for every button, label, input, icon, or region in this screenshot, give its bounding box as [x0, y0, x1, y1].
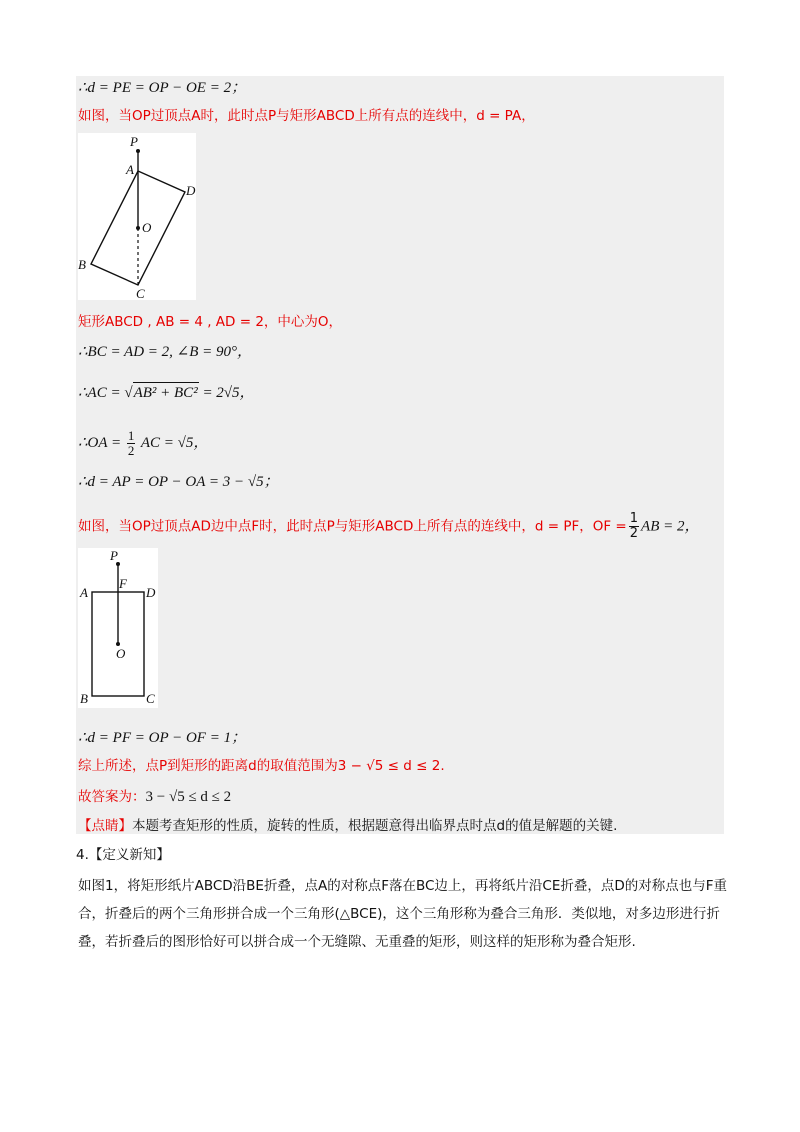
label-a: A	[80, 585, 88, 600]
label-o: O	[116, 646, 126, 661]
case-op-through-f	[78, 512, 699, 541]
label-a: A	[126, 162, 134, 177]
point-o	[136, 226, 140, 230]
label-f: F	[119, 576, 127, 591]
label-d: D	[146, 585, 156, 600]
label-c: C	[146, 691, 155, 706]
answer-label: 故答案为：	[78, 789, 146, 805]
key-point-text: 本题考查矩形的性质，旋转的性质，根据题意得出临界点时点d的值是解题的关键.	[132, 818, 618, 834]
frac-denominator: 2	[629, 526, 639, 541]
oa-suffix: AC = √5，	[137, 435, 209, 451]
figure-rotated-rectangle	[78, 133, 196, 300]
step-d-equals-pe: ∴d = PE = OP − OE = 2；	[78, 80, 247, 96]
radical-sign: √	[124, 385, 133, 401]
step-ac-sqrt	[78, 382, 255, 403]
key-point-tag: 【点睛】	[78, 818, 132, 834]
frac-denominator: 2	[127, 443, 135, 459]
problem-heading: 4.【定义新知】	[76, 847, 170, 863]
problem-body: 如图1，将矩形纸片ABCD沿BE折叠，点A的对称点F落在BC边上，再将纸片沿CE折叠，点D的对称点也与F重合，折叠后的两个三角形拼合成一个三角形(△BCE)，这个三角形称为叠合三角形．类似地，对多边形进行折叠，若折叠后的图形恰好可以拼合成一个无缝隙、无重叠的矩形，则这样的矩形称为叠合矩形.	[78, 878, 728, 950]
conclusion-range: 综上所述，点P到矩形的距离d的取值范围为3 − √5 ≤ d ≤ 2.	[78, 758, 445, 774]
label-d: D	[186, 183, 196, 198]
fraction-one-half	[127, 429, 136, 458]
of-suffix: AB = 2，	[641, 518, 700, 535]
figure-upright-rectangle	[78, 548, 158, 708]
label-o: O	[142, 220, 152, 235]
step-d-equals-pf: ∴d = PF = OP − OF = 1；	[78, 730, 247, 746]
case-f-text: 如图，当OP过顶点AD边中点F时，此时点P与矩形ABCD上所有点的连线中，d = PF，OF =	[78, 518, 627, 535]
label-b: B	[78, 257, 86, 272]
frac-numerator: 1	[127, 428, 135, 444]
key-point-line	[78, 816, 617, 836]
step-oa-half-ac	[78, 428, 208, 458]
label-p: P	[130, 134, 138, 149]
label-b: B	[80, 691, 88, 706]
point-p	[136, 149, 140, 153]
oa-prefix: ∴OA =	[78, 435, 125, 451]
frac-numerator: 1	[629, 511, 639, 526]
ac-suffix: = 2√5，	[198, 385, 255, 401]
ac-radicand: AB² + BC²	[133, 382, 199, 403]
label-p: P	[110, 548, 118, 563]
fraction-one-half-of	[629, 512, 639, 541]
step-bc-ad: ∴BC = AD = 2, ∠B = 90°，	[78, 344, 253, 360]
step-d-equals-ap: ∴d = AP = OP − OA = 3 − √5；	[78, 474, 279, 490]
answer-value: 3 − √5 ≤ d ≤ 2	[145, 789, 232, 805]
case-op-through-a: 如图，当OP过顶点A时，此时点P与矩形ABCD上所有点的连线中，d = PA，	[78, 108, 535, 124]
ac-prefix: ∴AC =	[78, 385, 125, 401]
answer-line	[78, 787, 231, 807]
rectangle-givens: 矩形ABCD , AB = 4 , AD = 2，中心为O，	[78, 314, 343, 330]
label-c: C	[136, 286, 145, 300]
